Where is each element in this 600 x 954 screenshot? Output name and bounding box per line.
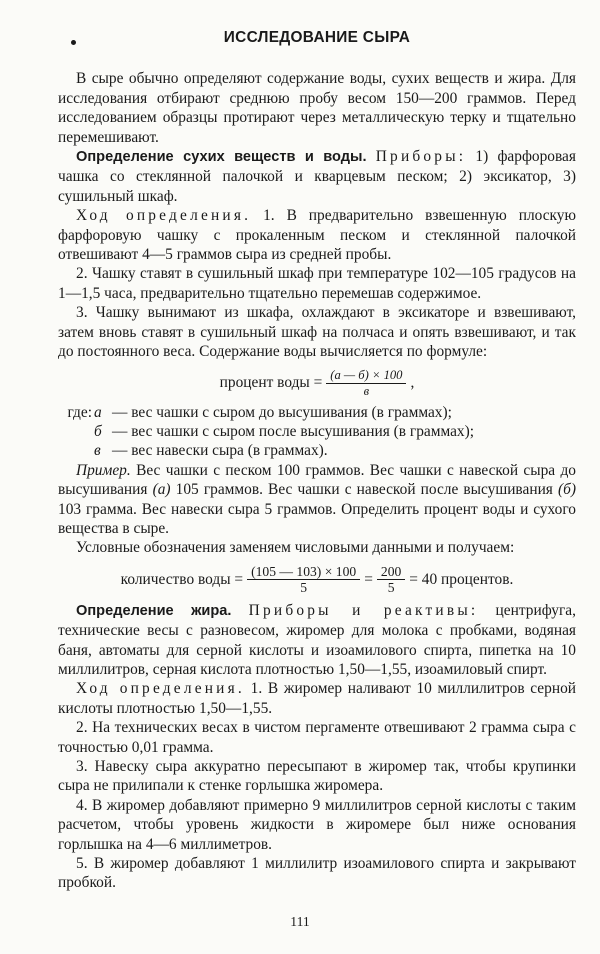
devices-label: Приборы и реактивы: <box>248 601 479 619</box>
calc-equals: = <box>364 570 373 588</box>
substitute-paragraph: Условные обозначения заменяем числовыми данными и получаем: <box>76 539 515 557</box>
procedure-step-3: 3. Чашку вынимают из шкафа, охлаждают в эксикаторе и взвешивают, затем вновь ставят в сушильный шкаф на полчаса и опять взвешивают, и так до постоянного веса. Содержание воды вычисляется по формуле: <box>58 304 576 361</box>
formula-tail: , <box>410 374 415 392</box>
calc-numerator: (105 — 103) × 100 <box>247 564 360 580</box>
procedure-label: Ход определения. <box>76 207 252 225</box>
fat-step-3: 3. Навеску сыра аккуратно пересыпают в жиромер так, чтобы крупинки сыра не прилипали к стенке горлышка жиромера. <box>58 758 576 795</box>
step-text: 1. В жиромер наливают 10 миллилитров серной кислоты плотностью 1,50—1,55. <box>58 680 576 717</box>
page-body <box>58 28 576 893</box>
fat-step-1 <box>58 679 576 718</box>
legend-text: — вес чашки с сыром до высушивания (в граммах); <box>112 403 452 421</box>
formula-lhs: процент воды = <box>219 374 323 392</box>
formula-fraction <box>326 368 406 399</box>
intro-paragraph: В сыре обычно определяют содержание воды, сухих веществ и жира. Для исследования отбирают среднюю пробу весом 150—200 граммов. Перед исследованием образцы протирают через металлическую терку и тщательно перемешивают. <box>58 70 576 146</box>
legend-symbol: а <box>94 403 102 421</box>
example-symbol-b: (б) <box>558 481 576 499</box>
legend-row <box>58 441 576 460</box>
formula-denominator: в <box>363 383 370 398</box>
legend-where: где: <box>67 403 92 421</box>
calc-denominator: 5 <box>300 579 308 595</box>
page-number: 111 <box>290 914 310 929</box>
formula-legend <box>58 403 576 461</box>
section-fat-devices <box>58 601 576 680</box>
section-dry-matter-heading: Определение сухих веществ и воды. <box>76 149 367 166</box>
legend-row <box>58 422 576 441</box>
calc-denominator-2: 5 <box>387 579 395 595</box>
calc-fraction <box>247 564 360 595</box>
page-title: ИССЛЕДОВАНИЕ СЫРА <box>223 29 411 46</box>
legend-symbol: б <box>94 422 102 440</box>
calc-numerator-2: 200 <box>377 564 405 580</box>
step-text: 1. В предварительно взвешенную плоскую фарфоровую чашку с прокаленным песком и стеклянной палочкой отвешивают 4—5 граммов сыра из средней пробы. <box>58 207 576 264</box>
calc-lhs: количество воды = <box>120 570 244 588</box>
example-paragraph: Пример. Вес чашки с песком 100 граммов. Вес чашки с навеской сыра до высушивания (а) 105 граммов. Вес чашки с навеской после высушивания (б) 103 грамма. Вес навески сыра 5 граммов. Определить процент воды и сухого вещества в сыре. <box>58 461 576 537</box>
legend-symbol: в <box>94 442 101 460</box>
procedure-step-1 <box>58 206 576 264</box>
formula-numerator: (а — б) × 100 <box>326 368 406 384</box>
procedure-label: Ход определения. <box>76 680 245 698</box>
devices-label: Приборы: <box>375 148 467 166</box>
fat-step-2: 2. На технических весах в чистом пергаменте отвешивают 2 грамма сыра с точностью 0,01 грамма. <box>58 719 576 756</box>
section-dry-matter-devices <box>58 147 576 206</box>
fat-step-4: 4. В жиромер добавляют примерно 9 миллилитров серной кислоты с таким расчетом, чтобы уровень жидкости в жиромере был ниже основания горлышка на 4—6 миллиметров. <box>58 796 576 853</box>
calc-fraction-2 <box>377 564 405 595</box>
devices-text: центрифуга, технические весы с разновесом, жиромер для молока с пробками, водяная баня, автоматы для серной кислоты и изоамилового спирта, пипетка на 10 миллилитров, серная кислота плотностью 1,50—1,55, изоамиловый спирт. <box>58 601 576 678</box>
legend-row <box>58 403 576 422</box>
legend-text: — вес навески сыра (в граммах). <box>112 442 328 460</box>
procedure-step-2: 2. Чашку ставят в сушильный шкаф при температуре 102—105 градусов на 1—1,5 часа, предварительно тщательно перемешав содержимое. <box>58 265 576 302</box>
water-percent-formula <box>58 368 576 399</box>
fat-step-5: 5. В жиромер добавляют 1 миллилитр изоамилового спирта и закрывают пробкой. <box>58 855 576 892</box>
example-label: Пример. <box>76 461 131 479</box>
water-calculation <box>58 564 576 595</box>
section-fat-heading: Определение жира. <box>76 602 232 619</box>
legend-text: — вес чашки с сыром после высушивания (в граммах); <box>112 422 475 440</box>
devices-text: 1) фарфоровая чашка со стеклянной палочкой и кварцевым песком; 2) эксикатор, 3) сушильный шкаф. <box>58 148 576 205</box>
example-symbol-a: (а) <box>152 481 171 499</box>
calc-result: = 40 процентов. <box>409 570 514 588</box>
